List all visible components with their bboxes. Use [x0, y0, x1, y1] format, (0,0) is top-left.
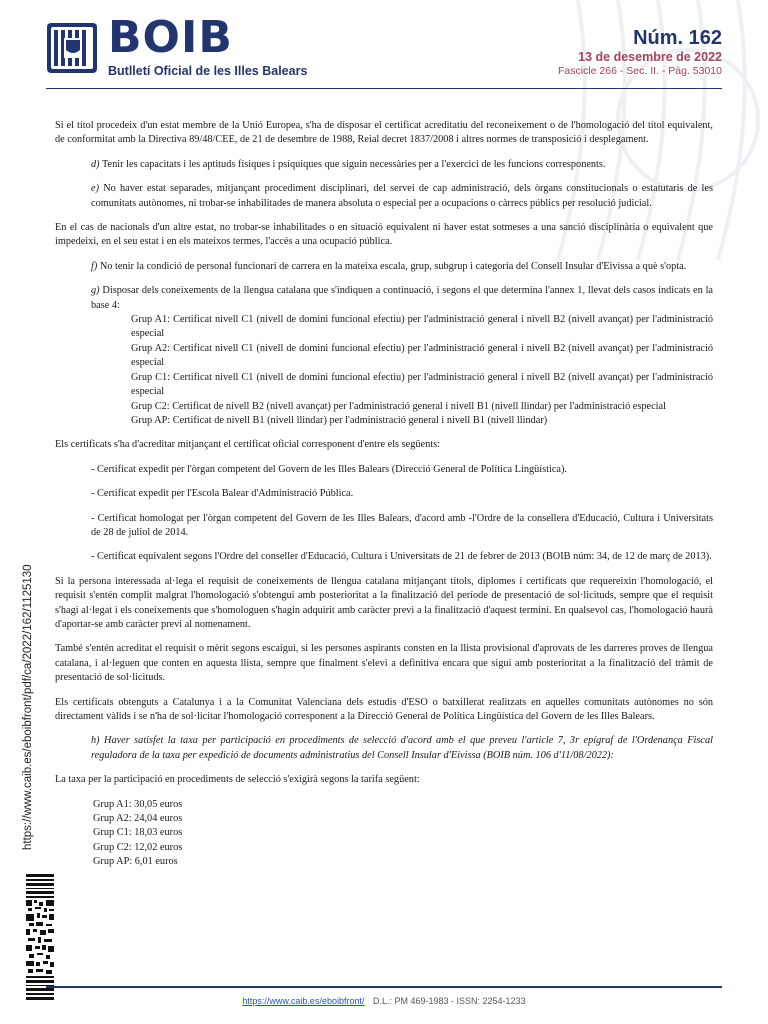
requirement-h [55, 734, 713, 763]
document-body [55, 119, 713, 870]
list-item: Grup C2: 12,02 euros [93, 841, 183, 853]
issue-info [558, 26, 722, 78]
list-item: Grup A2: 24,04 euros [93, 813, 183, 825]
requirement-letter: g) [91, 285, 100, 297]
document-url-vertical[interactable]: https://www.caib.es/eboibfront/pdf/ca/2022/162/1125130 [22, 564, 34, 850]
list-item: Grup AP: 6,01 euros [93, 856, 178, 868]
list-item: Grup C1: Certificat nivell C1 (nivell de domini funcional efectiu) per l'administració general i nivell B2 (nivell avançat) per l'administració especial [131, 371, 713, 398]
page-footer [0, 996, 768, 1006]
requirement-f [55, 260, 713, 274]
list-item: Grup A2: Certificat nivell C1 (nivell de domini funcional efectiu) per l'administració general i nivell B2 (nivell avançat) per l'administració especial [131, 342, 713, 369]
list-item: Grup A1: 30,05 euros [93, 798, 183, 810]
boib-logo-subtitle: Butlletí Oficial de les Illes Balears [108, 64, 308, 78]
requirement-d [55, 158, 713, 172]
list-item: - Certificat equivalent segons l'Ordre del conseller d'Educació, Cultura i Universitats de 21 de febrer de 2013 (BOIB núm: 34, de 12 de març de 2013). [91, 551, 712, 563]
issue-date: 13 de desembre de 2022 [578, 50, 722, 64]
issue-number: Núm. 162 [633, 27, 722, 49]
paragraph: En el cas de nacionals d'un altre estat, no trobar-se inhabilitades o en situació equivalent ni haver estat sotmeses a una sanció disciplinària o equivalent que impedeixi, en el seu estat i en els mateixos termes, l'accés a una ocupació pública. [55, 222, 713, 248]
paragraph: Els certificats obtenguts a Catalunya i a la Comunitat Valenciana dels estudis d'ESO o batxillerat realitzats en aquelles comunitats autònomes no són directament vàlids i se n'ha de sol·licitar l'homologació corresponent a la Direcció General de Política Lingüística del Govern de les Illes Balears. [55, 696, 713, 722]
footer-divider [46, 986, 722, 988]
boib-logo-text: BOIB [108, 12, 233, 63]
issue-fascicle: Fascicle 266 - Sec. II. - Pàg. 53010 [557, 65, 722, 77]
certificate-list [55, 463, 713, 565]
requirement-g [55, 284, 713, 313]
list-item: Grup A1: Certificat nivell C1 (nivell de domini funcional efectiu) per l'administració general i nivell B2 (nivell avançat) per l'administració especial [131, 314, 713, 340]
paragraph: Si la persona interessada al·lega el requisit de coneixements de llengua catalana mitjançant títols, diplomes i certificats que requereixin l'homologació, el requisit s'entén complit malgrat l'homologació s'obtengui amb posterioritat a la finalització del període de presentació de sol·licituds, sempre que el requisit s'hagi al·legat i els coneixements que s'homologuen s'hagin adquirit amb caràcter previ a la finalització d'aquest termini. En qualsevol cas, l'homologació haurà d'aportar-se amb caràcter previ al nomenament. [55, 575, 713, 630]
boib-emblem-icon [46, 22, 98, 74]
requirement-text: Disposar dels coneixements de la llengua catalana que s'indiquen a continuació, i segons el que determina l'annex 1, llevat dels casos indicats en la base 4: [91, 285, 713, 311]
requirement-text: Tenir les capacitats i les aptituds físiques i psíquiques que siguin necessàries per a l'exercici de les funcions corresponents. [99, 158, 606, 170]
paragraph: Si el títol procedeix d'un estat membre de la Unió Europea, s'ha de disposar el certificat acreditatiu del reconeixement o de l'homologació del títol equivalent, de conformitat amb la Directiva 89/48/CEE, de 21 de desembre de 1988, Reial decret 1837/2008 i altres normes de transposició i desplegament. [55, 120, 713, 146]
requirement-letter: h) [91, 735, 100, 747]
list-item: Grup C2: Certificat de nivell B2 (nivell avançat) per l'administració general i nivell B1 (nivell llindar) per l'administració especial [131, 400, 666, 412]
qr-code-icon [26, 874, 54, 1000]
requirement-e [55, 182, 713, 211]
list-item: - Certificat expedit per l'òrgan competent del Govern de les Illes Balears (Direcció General de Política Lingüística). [91, 463, 567, 475]
paragraph: La taxa per la participació en procediments de selecció s'exigirà segons la tarifa següent: [55, 774, 420, 786]
list-item: - Certificat expedit per l'Escola Balear d'Administració Pública. [91, 488, 354, 500]
list-item: Grup C1: 18,03 euros [93, 827, 183, 839]
list-item: Grup AP: Certificat de nivell B1 (nivell llindar) per l'administració general i nivell B1 (nivell llindar) [131, 414, 548, 426]
requirement-letter: d) [91, 158, 100, 170]
header-divider [46, 88, 722, 89]
language-group-list [55, 313, 713, 428]
paragraph: Els certificats s'ha d'acreditar mitjançant el certificat oficial corresponent d'entre els següents: [55, 439, 440, 451]
requirement-letter: e) [91, 183, 99, 195]
list-item: - Certificat homologat per l'òrgan competent del Govern de les Illes Balears, d'acord amb -l'Ordre de la consellera d'Educació, Cultura i Universitats de 28 de juliol de 2014. [91, 512, 713, 538]
requirement-text: No tenir la condició de personal funcionari de carrera en la mateixa escala, grup, subgrup i categoria del Consell Insular d'Eivissa a què s'opta. [97, 260, 687, 272]
footer-link[interactable]: https://www.caib.es/eboibfront/ [242, 996, 365, 1006]
paragraph: També s'entén acreditat el requisit o mèrit segons escaigui, si les persones aspirants consten en la llista provisional d'aprovats de les darreres proves de llengua catalana, i al·leguen que conten en aquesta llista, sempre que finalment s'elevi a definitiva encara que sigui amb posterioritat a la finalització del tràmit de presentació de sol·licituds. [55, 643, 713, 684]
footer-legal-info: D.L.: PM 469-1983 - ISSN: 2254-1233 [372, 996, 526, 1006]
requirement-text: No haver estat separades, mitjançant procediment disciplinari, del servei de cap administració, dels òrgans constitucionals o estatutaris de les comunitats autònomes, ni trobar-se inhabilitades de manera absoluta o especial per a ocupacions o càrrecs públics per resolució judicial. [91, 183, 713, 209]
page-header [46, 12, 722, 82]
requirement-letter: f) [91, 260, 98, 272]
fee-list [55, 798, 713, 870]
requirement-text: Haver satisfet la taxa per participació en procediments de selecció d'acord amb el que preveu l'article 7, 3r epígraf de l'Ordenança Fiscal reguladora de la taxa per expedició de documents administratius del Consell Insular d'Eivissa (BOIB núm. 106 d'11/08/2022): [91, 735, 713, 761]
